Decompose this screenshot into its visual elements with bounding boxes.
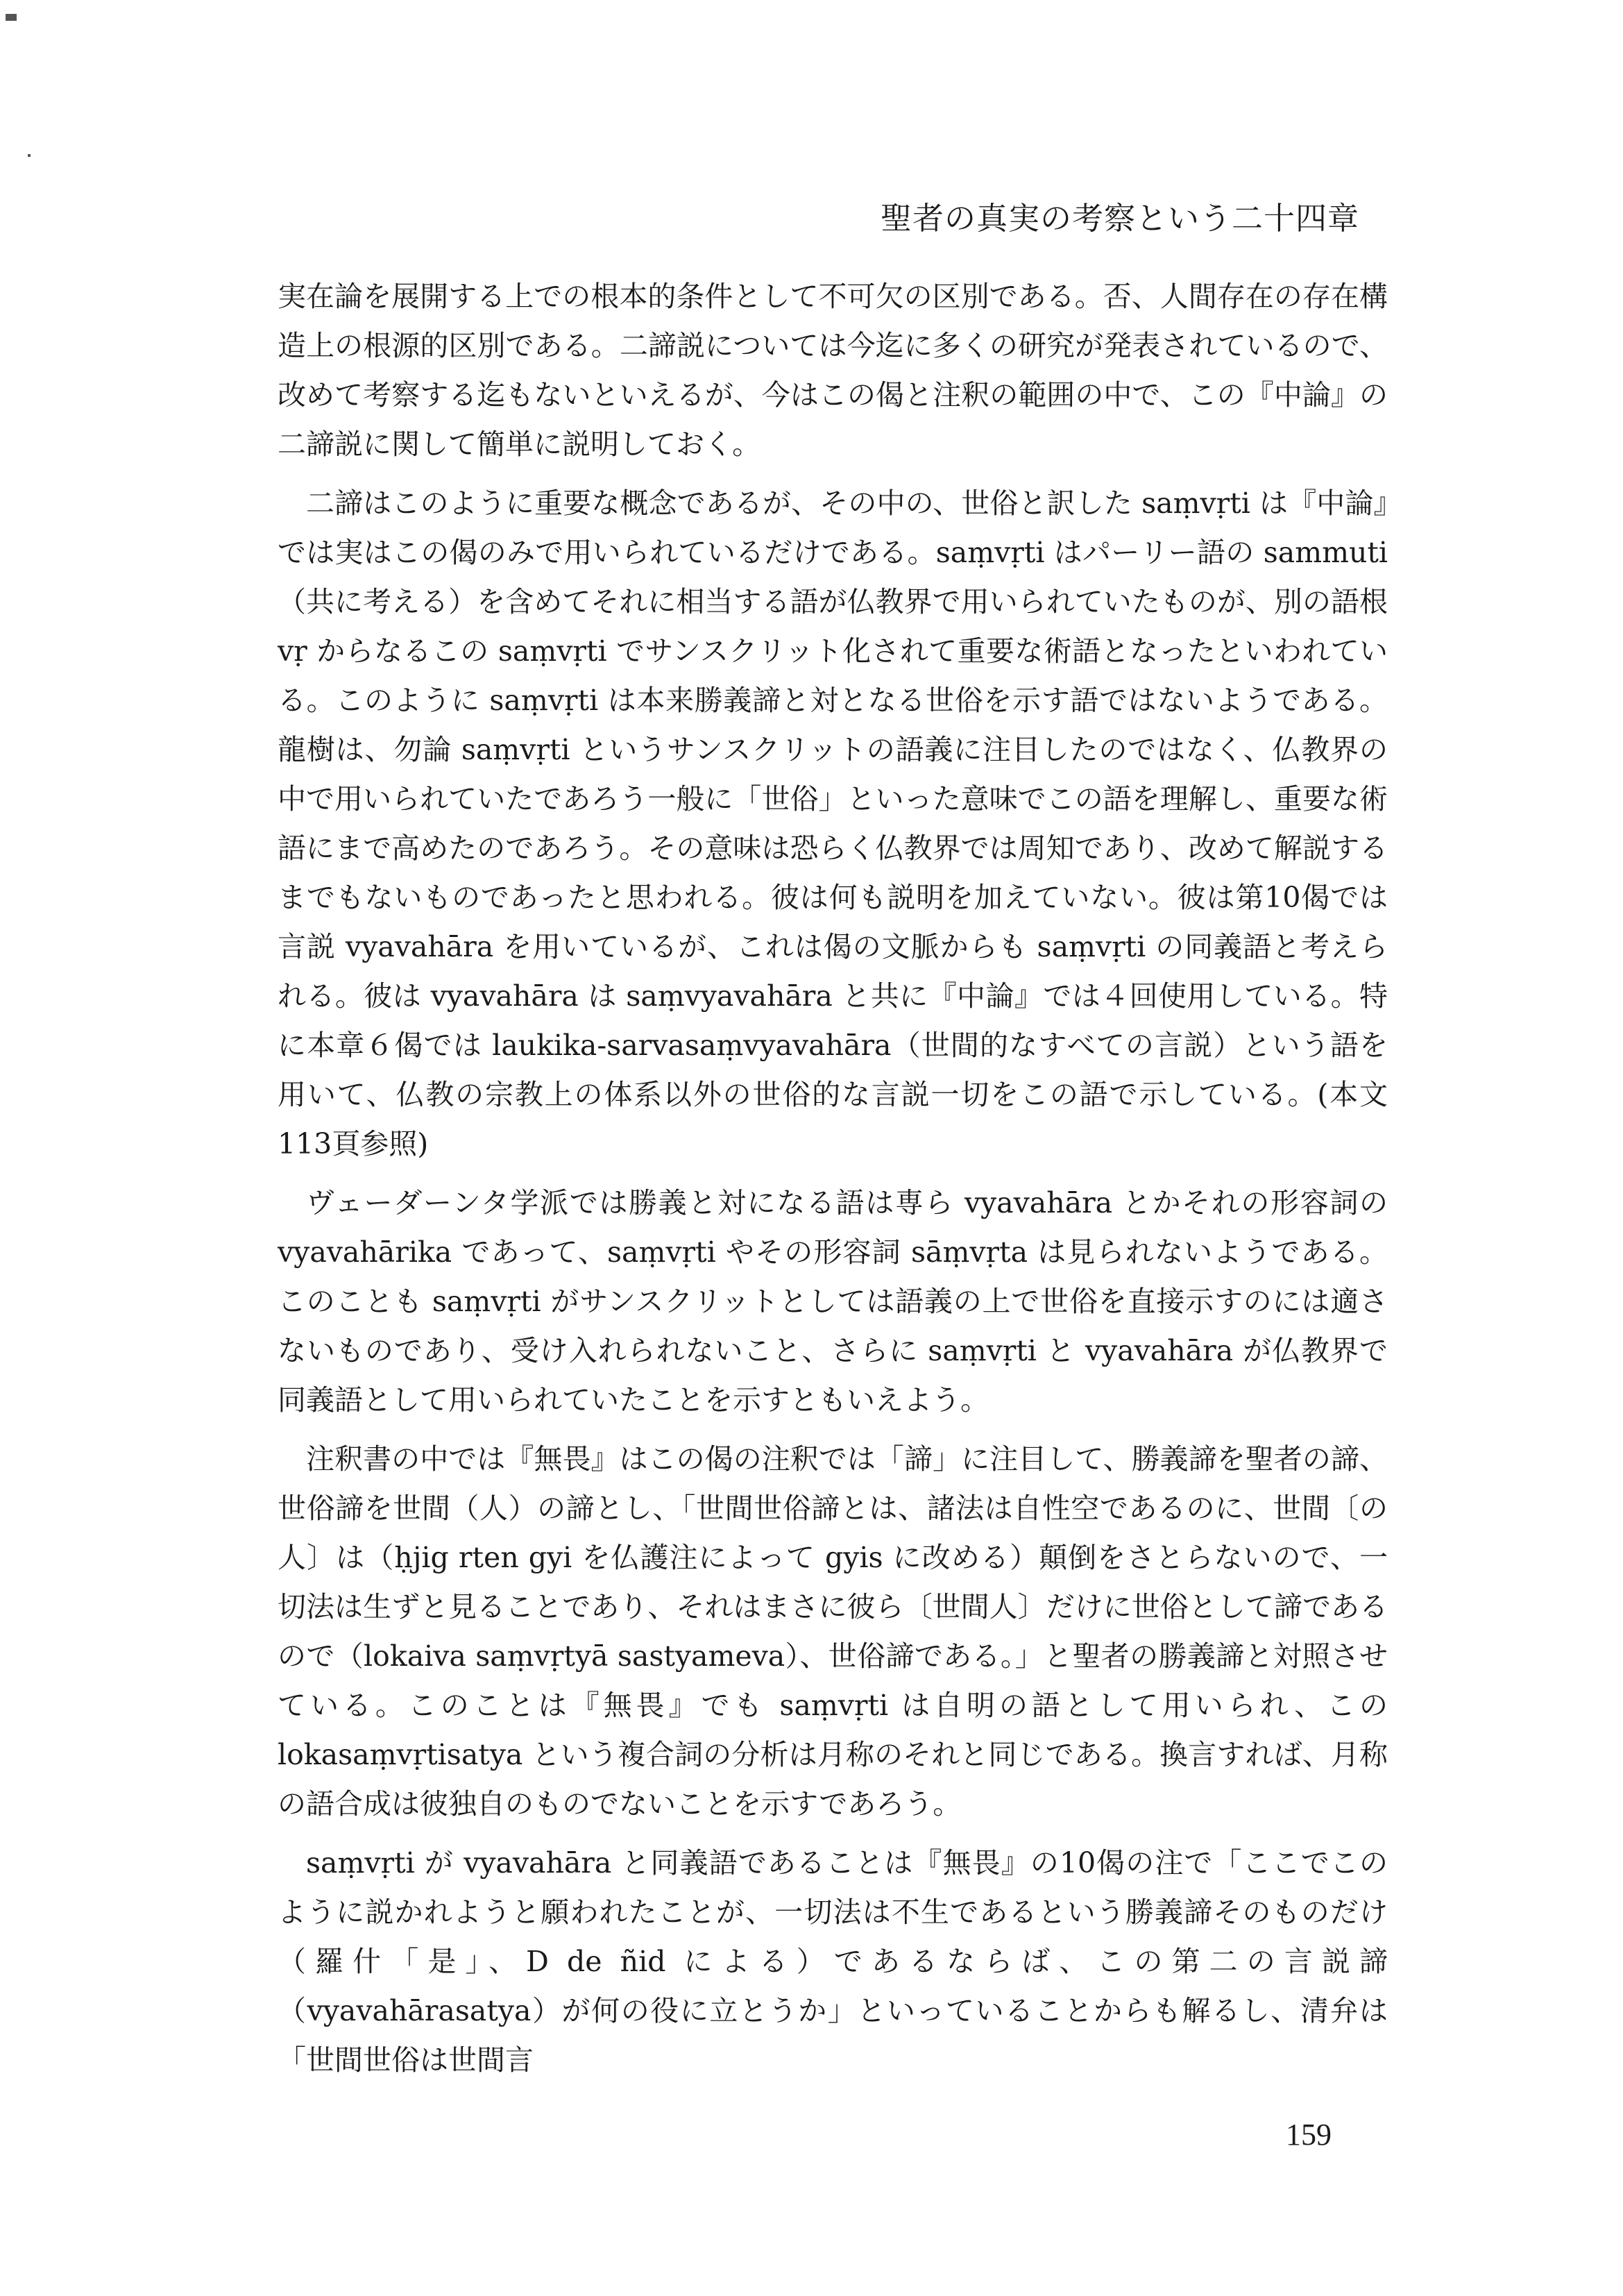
scan-artifact-dot (28, 154, 31, 157)
main-text (278, 272, 1388, 2095)
running-title: 聖者の真実の考察という二十四章 (880, 200, 1359, 237)
paragraph: 注釈書の中では『無畏』はこの偈の注釈では「諦」に注目して、勝義諦を聖者の諦、世俗諦を世間（人）の諦とし、「世間世俗諦とは、諸法は自性空であるのに、世間〔の人〕は（ḥjig rten gyi を仏護注によって gyis に改める）顛倒をさとらないので、一切法は生ずと見ることであり、それはまさに彼ら〔世間人〕だけに世俗として諦であるので（lokaiva saṃvṛtyā sastyameva）、世俗諦である。」と聖者の勝義諦と対照させている。このことは『無畏』でも saṃvṛti は自明の語として用いられ、この lokasaṃvṛtisatya という複合詞の分析は月称のそれと同じである。換言すれば、月称の語合成は彼独自のものでないことを示すであろう。 (278, 1442, 1388, 1821)
paragraph: ヴェーダーンタ学派では勝義と対になる語は専ら vyavahāra とかそれの形容詞の vyavahārika であって、saṃvṛti やその形容詞 sāṃvṛta は見られないようである。このことも saṃvṛti がサンスクリットとしては語義の上で世俗を直接示すのには適さないものであり、受け入れられないこと、さらに saṃvṛti と vyavahāra が仏教界で同義語として用いられていたことを示すともいえよう。 (278, 1186, 1388, 1417)
page-number: 159 (1286, 2118, 1332, 2152)
scan-artifact-corner (6, 14, 17, 21)
paragraph: saṃvṛti が vyavahāra と同義語であることは『無畏』の10偈の注で「ここでこのように説かれようと願われたことが、一切法は不生であるという勝義諦そのものだけ（羅什「是」、D de ñid による）であるならば、この第二の言説諦（vyavahārasatya）が何の役に立とうか」といっていることからも解るし、清弁は「世間世俗は世間言 (278, 1846, 1388, 2077)
paragraph: 実在論を展開する上での根本的条件として不可欠の区別である。否、人間存在の存在構造上の根源的区別である。二諦説については今迄に多くの研究が発表されているので、改めて考察する迄もないといえるが、今はこの偈と注釈の範囲の中で、この『中論』の二諦説に関して簡単に説明しておく。 (278, 280, 1388, 461)
paragraph: 二諦はこのように重要な概念であるが、その中の、世俗と訳した saṃvṛti は『中論』では実はこの偈のみで用いられているだけである。saṃvṛti はパーリー語の sammuti（共に考える）を含めてそれに相当する語が仏教界で用いられていたものが、別の語根 vṛ からなるこの saṃvṛti でサンスクリット化されて重要な術語となったといわれている。このように saṃvṛti は本来勝義諦と対となる世俗を示す語ではないようである。龍樹は、勿論 saṃvṛti というサンスクリットの語義に注目したのではなく、仏教界の中で用いられていたであろう一般に「世俗」といった意味でこの語を理解し、重要な術語にまで高めたのであろう。その意味は恐らく仏教界では周知であり、改めて解説するまでもないものであったと思われる。彼は何も説明を加えていない。彼は第10偈では言説 vyavahāra を用いているが、これは偈の文脈からも saṃvṛti の同義語と考えられる。彼は vyavahāra は saṃvyavahāra と共に『中論』では４回使用している。特に本章６偈では laukika-sarvasaṃvyavahāra（世間的なすべての言説）という語を用いて、仏教の宗教上の体系以外の世俗的な言説一切をこの語で示している。(本文113頁参照) (278, 487, 1388, 1160)
